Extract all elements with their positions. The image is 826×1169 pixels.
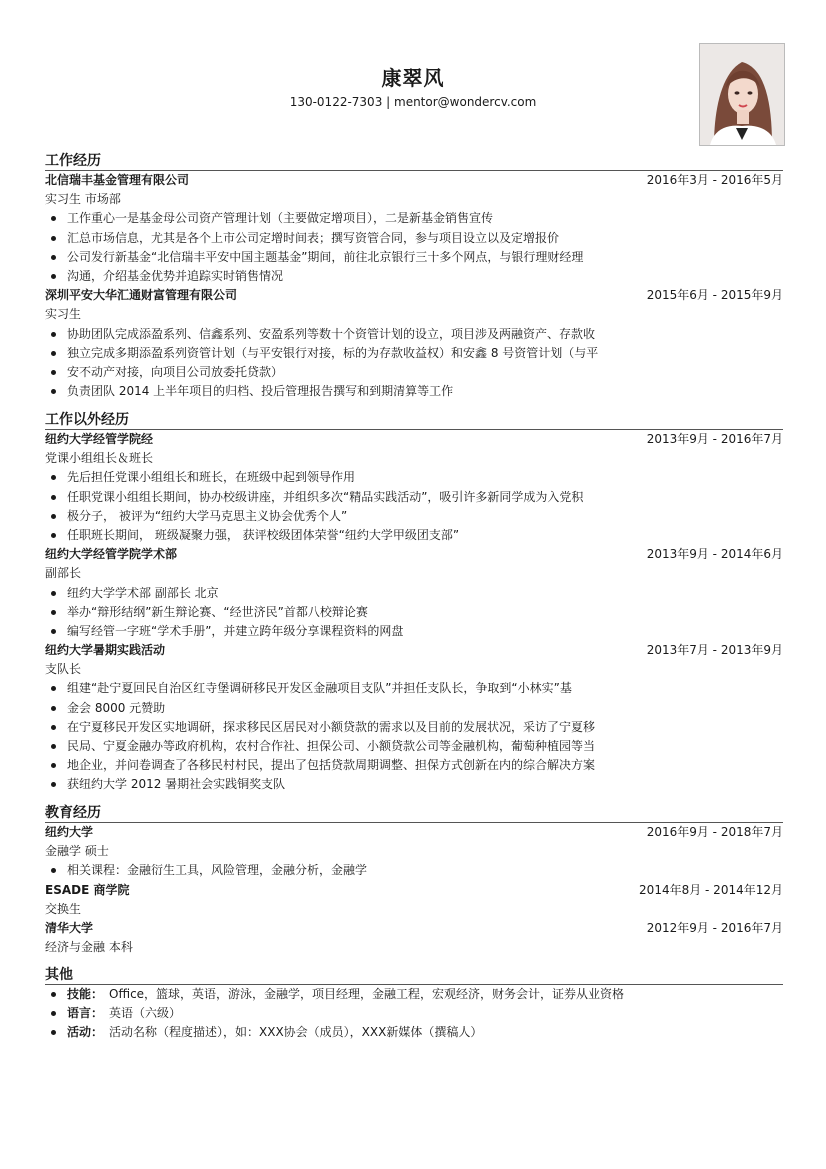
bullet-item: 先后担任党课小组组长和班长，在班级中起到领导作用 bbox=[45, 468, 783, 487]
school-name: 清华大学 bbox=[45, 920, 94, 935]
item-label: 活动： bbox=[67, 1025, 104, 1040]
entry-role: 实习生 bbox=[45, 307, 82, 322]
item-text: Office，篮球，英语，游泳，金融学，项目经理，金融工程，宏观经济，财务会计，证券从业资格 bbox=[109, 987, 625, 1001]
entry-header bbox=[45, 919, 783, 938]
section-title-other: 其他 bbox=[45, 966, 783, 985]
bullet-item: 纽约大学学术部 副部长 北京 bbox=[45, 584, 783, 603]
org-name: 北信瑞丰基金管理有限公司 bbox=[45, 173, 190, 187]
bullet-item: 编写经管一字班“学术手册”，并建立跨年级分享课程资料的网盘 bbox=[45, 622, 783, 641]
bullet-item: 组建“赴宁夏回民自治区红寺堡调研移民开发区金融项目支队”并担任支队长，争取到“小林实”基 bbox=[45, 679, 783, 698]
section-other bbox=[45, 966, 783, 1043]
entry-header bbox=[45, 171, 783, 190]
section-title-education: 教育经历 bbox=[45, 804, 783, 823]
degree: 经济与金融 本科 bbox=[45, 940, 133, 955]
entry-date: 2012年9月 - 2016年7月 bbox=[646, 920, 783, 935]
section-education bbox=[45, 804, 783, 957]
entry-date: 2016年3月 - 2016年5月 bbox=[646, 173, 783, 187]
entry-role: 党课小组组长＆班长 bbox=[45, 451, 154, 466]
org-name: 深圳平安大华汇通财富管理有限公司 bbox=[45, 288, 238, 303]
entry-date: 2013年9月 - 2014年6月 bbox=[646, 547, 783, 562]
entry-role: 副部长 bbox=[45, 566, 82, 581]
bullet-item: 地企业，并问卷调查了各移民村村民，提出了包括贷款周期调整、担保方式创新在内的综合解决方案 bbox=[45, 756, 783, 775]
school-name: 纽约大学 bbox=[45, 825, 94, 839]
entry-header bbox=[45, 641, 783, 660]
bullet-item: 工作重心一是基金母公司资产管理计划（主要做定增项目），二是新基金销售宣传 bbox=[45, 209, 783, 228]
contact-info: 130-0122-7303 | mentor@wondercv.com bbox=[289, 95, 537, 109]
profile-photo bbox=[699, 43, 785, 146]
entry-header bbox=[45, 823, 783, 842]
entry-role: 支队长 bbox=[45, 662, 82, 677]
org-name: 纽约大学经管学院学术部 bbox=[45, 547, 178, 562]
school-name: ESADE 商学院 bbox=[45, 882, 130, 897]
bullet-item: 任职党课小组组长期间，协办校级讲座，并组织多次“精品实践活动”，吸引许多新同学成为入党积 bbox=[45, 488, 783, 507]
bullet-item: 安不动产对接，向项目公司放委托贷款） bbox=[45, 363, 783, 382]
bullet-item: 汇总市场信息，尤其是各个上市公司定增时间表；撰写资管合同，参与项目设立以及定增报价 bbox=[45, 229, 783, 248]
skills-item bbox=[45, 985, 783, 1004]
entry-header bbox=[45, 545, 783, 564]
section-title-extra: 工作以外经历 bbox=[45, 411, 783, 430]
item-label: 技能： bbox=[67, 987, 104, 1001]
bullet-item: 协助团队完成添盈系列、信鑫系列、安盈系列等数十个资管计划的设立，项目涉及两融资产、存款收 bbox=[45, 325, 783, 344]
bullet-item: 负责团队 2014 上半年项目的归档、投后管理报告撰写和到期清算等工作 bbox=[45, 382, 783, 401]
section-work bbox=[45, 152, 783, 401]
bullet-item: 相关课程：金融衍生工具，风险管理，金融分析，金融学 bbox=[45, 861, 783, 880]
bullet-item: 公司发行新基金“北信瑞丰平安中国主题基金”期间，前往北京银行三十多个网点，与银行理财经理 bbox=[45, 248, 783, 267]
bullet-item: 金会 8000 元赞助 bbox=[45, 699, 783, 718]
entry-header bbox=[45, 881, 783, 900]
entry-role: 实习生 市场部 bbox=[45, 192, 121, 207]
activity-item bbox=[45, 1023, 783, 1042]
bullet-item: 获纽约大学 2012 暑期社会实践铜奖支队 bbox=[45, 775, 783, 794]
entry-header bbox=[45, 286, 783, 305]
entry-date: 2013年7月 - 2013年9月 bbox=[646, 643, 783, 658]
bullet-item: 民局、宁夏金融办等政府机构，农村合作社、担保公司、小额贷款公司等金融机构，葡萄种植园等当 bbox=[45, 737, 783, 756]
bullet-item: 独立完成多期添盈系列资管计划（与平安银行对接，标的为存款收益权）和安鑫 8 号资管计划（与平 bbox=[45, 344, 783, 363]
item-text: 活动名称（程度描述），如：XXX协会（成员），XXX新媒体（撰稿人） bbox=[109, 1025, 483, 1040]
entry-date: 2014年8月 - 2014年12月 bbox=[639, 882, 783, 897]
degree: 交换生 bbox=[45, 901, 82, 916]
bullet-item: 极分子， 被评为“纽约大学马克思主义协会优秀个人” bbox=[45, 507, 783, 526]
language-item bbox=[45, 1004, 783, 1023]
bullet-item: 沟通，介绍基金优势并追踪实时销售情况 bbox=[45, 267, 783, 286]
entry-date: 2016年9月 - 2018年7月 bbox=[646, 825, 783, 839]
section-extra bbox=[45, 411, 783, 795]
bullet-item: 举办“辩形结纲”新生辩论赛、“经世济民”首都八校辩论赛 bbox=[45, 603, 783, 622]
candidate-name: 康翠风 bbox=[381, 66, 445, 90]
portrait-image bbox=[700, 44, 784, 145]
entry-header bbox=[45, 430, 783, 449]
item-text: 英语（六级） bbox=[109, 1006, 182, 1021]
org-name: 纽约大学暑期实践活动 bbox=[45, 643, 166, 658]
entry-date: 2013年9月 - 2016年7月 bbox=[646, 432, 783, 446]
section-title-work: 工作经历 bbox=[45, 152, 783, 171]
entry-date: 2015年6月 - 2015年9月 bbox=[646, 288, 783, 303]
degree: 金融学 硕士 bbox=[45, 844, 109, 859]
bullet-item: 任职班长期间， 班级凝聚力强， 获评校级团体荣誉“纽约大学甲级团支部” bbox=[45, 526, 783, 545]
bullet-item: 在宁夏移民开发区实地调研，探求移民区居民对小额贷款的需求以及目前的发展状况，采访了宁夏移 bbox=[45, 718, 783, 737]
org-name: 纽约大学经管学院经 bbox=[45, 432, 154, 446]
item-label: 语言： bbox=[67, 1006, 104, 1021]
